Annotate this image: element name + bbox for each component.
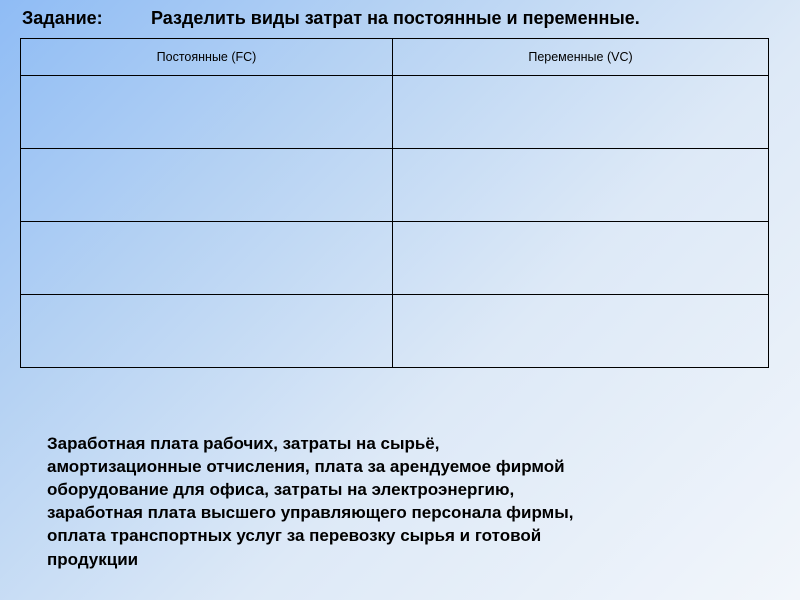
task-text: Разделить виды затрат на постоянные и переменные.: [151, 8, 640, 28]
variable-cost-cell[interactable]: [393, 76, 769, 149]
header-variable-costs: Переменные (VC): [393, 39, 769, 76]
cost-items-line: оплата транспортных услуг за перевозку сырья и готовой: [47, 526, 542, 546]
variable-cost-cell[interactable]: [393, 222, 769, 295]
cost-items-line: Заработная плата рабочих, затраты на сырьё,: [47, 434, 440, 453]
table-row: [21, 149, 769, 222]
table-row: [21, 76, 769, 149]
cost-items-line: заработная плата высшего управляющего персонала фирмы,: [47, 503, 574, 523]
variable-cost-cell[interactable]: [393, 149, 769, 222]
fixed-cost-cell[interactable]: [21, 149, 393, 222]
table-row: [21, 222, 769, 295]
fixed-cost-cell[interactable]: [21, 76, 393, 149]
cost-items-line: амортизационные отчисления, плата за арендуемое фирмой: [47, 457, 565, 477]
fixed-cost-cell[interactable]: [21, 222, 393, 295]
variable-cost-cell[interactable]: [393, 295, 769, 368]
fixed-cost-cell[interactable]: [21, 295, 393, 368]
task-heading: [22, 8, 790, 29]
task-label: Задание:: [22, 8, 103, 28]
table-header-row: [21, 39, 769, 76]
header-fixed-costs: Постоянные (FC): [21, 39, 393, 76]
cost-items-line: оборудование для офиса, затраты на электроэнергию,: [47, 480, 515, 500]
cost-items-line: продукции: [47, 549, 139, 569]
cost-items-list: [47, 432, 767, 571]
cost-classification-table: [20, 38, 769, 368]
table-row: [21, 295, 769, 368]
